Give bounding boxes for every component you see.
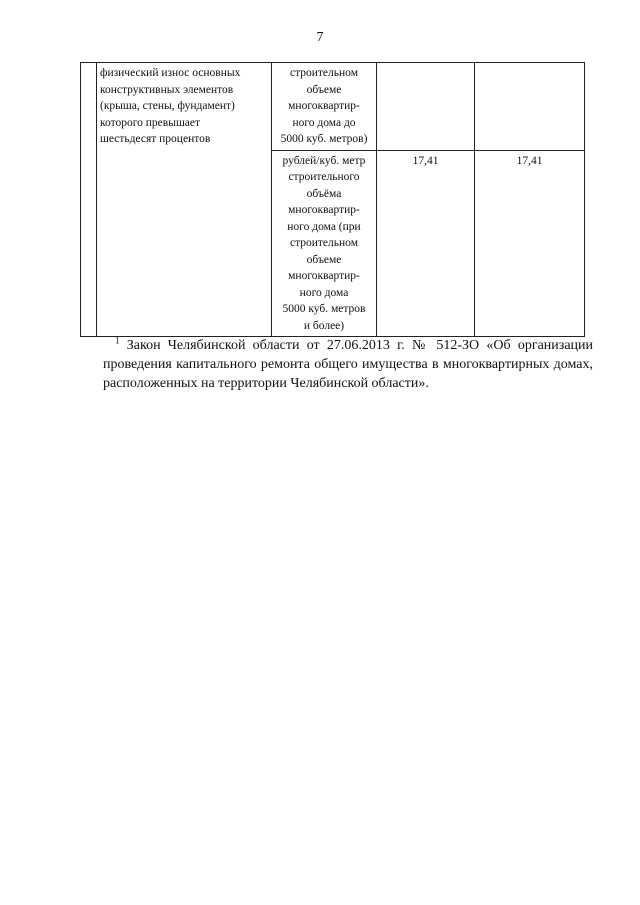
unit-line: объеме bbox=[306, 253, 342, 266]
page-number: 7 bbox=[316, 30, 324, 45]
row-number-cell bbox=[81, 63, 97, 337]
description-line: конструктивных элементов bbox=[100, 83, 234, 96]
value-cell bbox=[475, 63, 585, 151]
description-line: которого превышает bbox=[100, 116, 201, 129]
table-row bbox=[81, 63, 585, 151]
unit-cell bbox=[272, 150, 377, 337]
description-line: физический износ основных bbox=[100, 67, 241, 79]
unit-line: строительном bbox=[289, 237, 358, 249]
description-cell bbox=[97, 63, 272, 337]
description-line: шестьдесят процентов bbox=[100, 133, 211, 145]
unit-line: и более) bbox=[303, 319, 345, 332]
unit-line: ного дома bbox=[299, 286, 349, 299]
unit-line: ного дома до bbox=[292, 116, 356, 129]
value-cell: 17,41 bbox=[475, 150, 585, 337]
unit-line: строительного bbox=[288, 171, 360, 183]
tariff-table bbox=[80, 62, 585, 337]
footnote-marker: 1 bbox=[115, 335, 120, 346]
unit-line: многоквартир- bbox=[288, 270, 360, 282]
unit-line: объёма bbox=[306, 187, 342, 200]
footnote-text: Закон Челябинской области от 27.06.2013 г. № 512-ЗО «Об организации проведения капитального ремонта общего имущества в многоквартирных домах, расположенных на территории Челябинской области». bbox=[103, 338, 594, 391]
footnote bbox=[103, 336, 593, 393]
unit-line: многоквартир- bbox=[288, 204, 360, 216]
unit-line: многоквартир- bbox=[288, 100, 360, 112]
value-cell bbox=[377, 63, 475, 151]
unit-line: рублей/куб. метр bbox=[282, 154, 366, 167]
unit-cell bbox=[272, 63, 377, 151]
unit-line: ного дома (при bbox=[287, 220, 361, 233]
value-cell: 17,41 bbox=[377, 150, 475, 337]
unit-line: строительном bbox=[289, 67, 358, 79]
description-line: (крыша, стены, фундамент) bbox=[100, 100, 235, 112]
unit-line: 5000 куб. метров) bbox=[280, 133, 368, 145]
unit-line: 5000 куб. метров bbox=[282, 303, 366, 315]
unit-line: объеме bbox=[306, 83, 342, 96]
